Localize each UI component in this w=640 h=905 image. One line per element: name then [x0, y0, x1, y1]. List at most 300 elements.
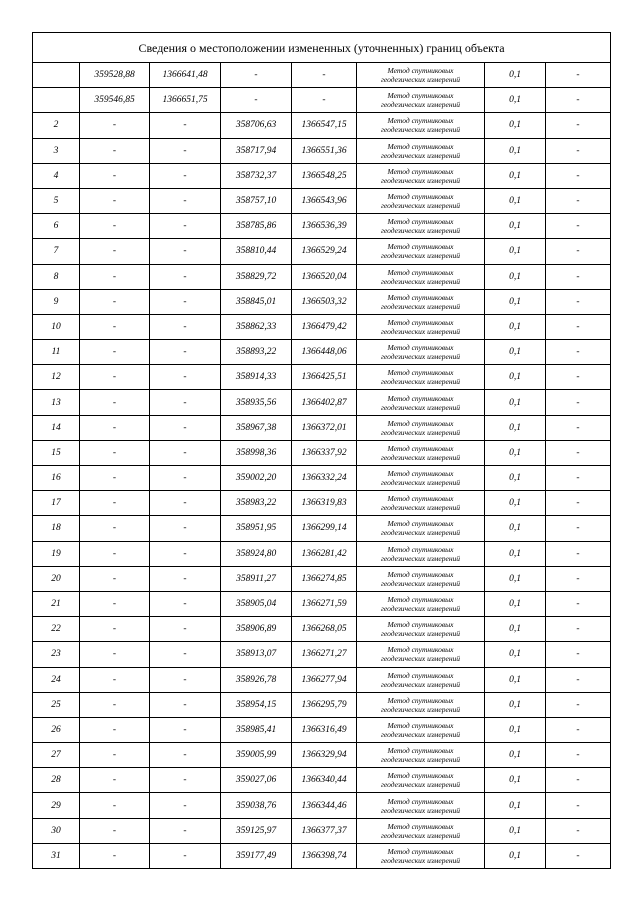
point-number-cell: 18	[33, 516, 80, 541]
method-line-2: геодезических измерений	[380, 125, 461, 135]
accuracy-cell: 0,1	[485, 617, 546, 642]
table-row	[33, 264, 611, 289]
old-y-cell: -	[150, 491, 221, 516]
table-row	[33, 289, 611, 314]
point-number-cell: 9	[33, 289, 80, 314]
new-x-cell: 359002,20	[221, 466, 292, 491]
document-page	[32, 32, 610, 869]
method-line-1: Метод спутниковых	[387, 343, 454, 353]
accuracy-cell: 0,1	[485, 239, 546, 264]
method-line-2: геодезических измерений	[380, 755, 461, 765]
method-cell	[357, 63, 485, 88]
old-x-cell: -	[80, 667, 150, 692]
old-x-cell: -	[80, 138, 150, 163]
method-line-1: Метод спутниковых	[387, 746, 454, 756]
accuracy-cell: 0,1	[485, 793, 546, 818]
old-x-cell: -	[80, 768, 150, 793]
method-line-2: геодезических измерений	[380, 100, 461, 110]
point-number-cell: 12	[33, 365, 80, 390]
method-cell	[357, 365, 485, 390]
method-line-2: геодезических измерений	[380, 729, 461, 739]
method-cell	[357, 340, 485, 365]
point-number-cell: 24	[33, 667, 80, 692]
method-line-2: геодезических измерений	[380, 201, 461, 211]
new-x-cell: 358845,01	[221, 289, 292, 314]
method-cell	[357, 743, 485, 768]
method-line-1: Метод спутниковых	[387, 569, 454, 579]
old-y-cell: -	[150, 743, 221, 768]
method-line-1: Метод спутниковых	[387, 519, 454, 529]
new-y-cell: 1366547,15	[292, 113, 357, 138]
old-x-cell: 359546,85	[80, 88, 150, 113]
new-y-cell: 1366448,06	[292, 340, 357, 365]
table-row	[33, 440, 611, 465]
method-cell	[357, 541, 485, 566]
old-x-cell: -	[80, 617, 150, 642]
new-y-cell: 1366529,24	[292, 239, 357, 264]
method-line-1: Метод спутниковых	[387, 66, 454, 76]
old-y-cell: 1366641,48	[150, 63, 221, 88]
new-y-cell: 1366271,27	[292, 642, 357, 667]
description-cell: -	[546, 163, 611, 188]
new-x-cell: -	[221, 88, 292, 113]
method-line-2: геодезических измерений	[380, 704, 461, 714]
description-cell: -	[546, 239, 611, 264]
table-row	[33, 365, 611, 390]
table-row	[33, 516, 611, 541]
table-row	[33, 214, 611, 239]
description-cell: -	[546, 214, 611, 239]
point-number-cell: 31	[33, 843, 80, 868]
method-line-1: Метод спутниковых	[387, 670, 454, 680]
method-cell	[357, 138, 485, 163]
method-line-1: Метод спутниковых	[387, 166, 454, 176]
old-x-cell: -	[80, 642, 150, 667]
description-cell: -	[546, 667, 611, 692]
old-y-cell: -	[150, 793, 221, 818]
accuracy-cell: 0,1	[485, 340, 546, 365]
old-x-cell: -	[80, 188, 150, 213]
method-line-1: Метод спутниковых	[387, 141, 454, 151]
old-x-cell: -	[80, 440, 150, 465]
accuracy-cell: 0,1	[485, 264, 546, 289]
accuracy-cell: 0,1	[485, 591, 546, 616]
accuracy-cell: 0,1	[485, 818, 546, 843]
new-y-cell: 1366543,96	[292, 188, 357, 213]
method-line-1: Метод спутниковых	[387, 595, 454, 605]
old-x-cell: -	[80, 113, 150, 138]
old-x-cell: -	[80, 566, 150, 591]
method-cell	[357, 642, 485, 667]
new-y-cell: 1366479,42	[292, 314, 357, 339]
old-y-cell: -	[150, 113, 221, 138]
accuracy-cell: 0,1	[485, 692, 546, 717]
new-x-cell: 359038,76	[221, 793, 292, 818]
point-number-cell: 15	[33, 440, 80, 465]
old-y-cell: -	[150, 365, 221, 390]
old-x-cell: -	[80, 340, 150, 365]
table-row	[33, 642, 611, 667]
description-cell: -	[546, 88, 611, 113]
method-cell	[357, 617, 485, 642]
point-number-cell: 30	[33, 818, 80, 843]
point-number-cell: 29	[33, 793, 80, 818]
old-y-cell: -	[150, 768, 221, 793]
method-line-2: геодезических измерений	[380, 855, 461, 865]
description-cell: -	[546, 365, 611, 390]
old-x-cell: 359528,88	[80, 63, 150, 88]
description-cell: -	[546, 566, 611, 591]
method-line-2: геодезических измерений	[380, 679, 461, 689]
description-cell: -	[546, 818, 611, 843]
old-y-cell: -	[150, 163, 221, 188]
method-line-1: Метод спутниковых	[387, 494, 454, 504]
new-x-cell: 358998,36	[221, 440, 292, 465]
new-y-cell: 1366402,87	[292, 390, 357, 415]
method-line-2: геодезических измерений	[380, 352, 461, 362]
new-y-cell: 1366520,04	[292, 264, 357, 289]
accuracy-cell: 0,1	[485, 214, 546, 239]
description-cell: -	[546, 717, 611, 742]
point-number-cell: 11	[33, 340, 80, 365]
new-y-cell: 1366268,05	[292, 617, 357, 642]
old-y-cell: -	[150, 541, 221, 566]
new-x-cell: 358954,15	[221, 692, 292, 717]
new-y-cell: 1366551,36	[292, 138, 357, 163]
description-cell: -	[546, 289, 611, 314]
point-number-cell: 3	[33, 138, 80, 163]
description-cell: -	[546, 188, 611, 213]
new-x-cell: 358985,41	[221, 717, 292, 742]
point-number-cell: 14	[33, 415, 80, 440]
new-x-cell: 358862,33	[221, 314, 292, 339]
method-line-1: Метод спутниковых	[387, 720, 454, 730]
new-y-cell: 1366316,49	[292, 717, 357, 742]
old-y-cell: -	[150, 667, 221, 692]
old-x-cell: -	[80, 239, 150, 264]
old-x-cell: -	[80, 717, 150, 742]
old-x-cell: -	[80, 541, 150, 566]
description-cell: -	[546, 617, 611, 642]
new-x-cell: 358926,78	[221, 667, 292, 692]
table-row	[33, 163, 611, 188]
method-line-1: Метод спутниковых	[387, 846, 454, 856]
table-row	[33, 340, 611, 365]
new-x-cell: 358924,80	[221, 541, 292, 566]
method-cell	[357, 163, 485, 188]
accuracy-cell: 0,1	[485, 113, 546, 138]
point-number-cell: 4	[33, 163, 80, 188]
description-cell: -	[546, 440, 611, 465]
accuracy-cell: 0,1	[485, 415, 546, 440]
method-line-1: Метод спутниковых	[387, 695, 454, 705]
method-line-1: Метод спутниковых	[387, 242, 454, 252]
method-cell	[357, 214, 485, 239]
new-y-cell: 1366281,42	[292, 541, 357, 566]
old-y-cell: -	[150, 717, 221, 742]
description-cell: -	[546, 516, 611, 541]
accuracy-cell: 0,1	[485, 768, 546, 793]
accuracy-cell: 0,1	[485, 314, 546, 339]
table-row	[33, 692, 611, 717]
old-y-cell: -	[150, 566, 221, 591]
table-row	[33, 843, 611, 868]
accuracy-cell: 0,1	[485, 516, 546, 541]
old-x-cell: -	[80, 743, 150, 768]
old-x-cell: -	[80, 591, 150, 616]
new-y-cell: 1366277,94	[292, 667, 357, 692]
old-y-cell: -	[150, 138, 221, 163]
description-cell: -	[546, 314, 611, 339]
point-number-cell: 20	[33, 566, 80, 591]
description-cell: -	[546, 843, 611, 868]
method-cell	[357, 692, 485, 717]
method-line-1: Метод спутниковых	[387, 443, 454, 453]
table-row	[33, 541, 611, 566]
new-x-cell: 358706,63	[221, 113, 292, 138]
table-row	[33, 88, 611, 113]
accuracy-cell: 0,1	[485, 88, 546, 113]
method-line-1: Метод спутниковых	[387, 292, 454, 302]
new-y-cell: 1366340,44	[292, 768, 357, 793]
method-line-2: геодезических измерений	[380, 251, 461, 261]
accuracy-cell: 0,1	[485, 390, 546, 415]
method-cell	[357, 843, 485, 868]
method-line-2: геодезических измерений	[380, 830, 461, 840]
table-row	[33, 793, 611, 818]
new-y-cell: -	[292, 63, 357, 88]
accuracy-cell: 0,1	[485, 642, 546, 667]
method-cell	[357, 566, 485, 591]
method-line-1: Метод спутниковых	[387, 645, 454, 655]
old-x-cell: -	[80, 843, 150, 868]
method-cell	[357, 818, 485, 843]
method-cell	[357, 415, 485, 440]
point-number-cell: 26	[33, 717, 80, 742]
new-y-cell: 1366337,92	[292, 440, 357, 465]
description-cell: -	[546, 113, 611, 138]
method-line-2: геодезических измерений	[380, 805, 461, 815]
method-line-2: геодезических измерений	[380, 175, 461, 185]
new-y-cell: 1366274,85	[292, 566, 357, 591]
new-x-cell: 358967,38	[221, 415, 292, 440]
old-x-cell: -	[80, 692, 150, 717]
new-x-cell: 358732,37	[221, 163, 292, 188]
new-x-cell: 358913,07	[221, 642, 292, 667]
old-x-cell: -	[80, 314, 150, 339]
new-x-cell: 358914,33	[221, 365, 292, 390]
method-cell	[357, 667, 485, 692]
description-cell: -	[546, 390, 611, 415]
new-x-cell: 358893,22	[221, 340, 292, 365]
new-x-cell: 358757,10	[221, 188, 292, 213]
old-y-cell: -	[150, 642, 221, 667]
method-line-2: геодезических измерений	[380, 150, 461, 160]
new-y-cell: 1366271,59	[292, 591, 357, 616]
point-number-cell: 7	[33, 239, 80, 264]
old-y-cell: -	[150, 415, 221, 440]
point-number-cell: 17	[33, 491, 80, 516]
old-y-cell: 1366651,75	[150, 88, 221, 113]
accuracy-cell: 0,1	[485, 743, 546, 768]
new-y-cell: 1366377,37	[292, 818, 357, 843]
table-row	[33, 239, 611, 264]
description-cell: -	[546, 466, 611, 491]
description-cell: -	[546, 642, 611, 667]
accuracy-cell: 0,1	[485, 843, 546, 868]
point-number-cell: 28	[33, 768, 80, 793]
method-line-2: геодезических измерений	[380, 452, 461, 462]
method-line-1: Метод спутниковых	[387, 217, 454, 227]
old-y-cell: -	[150, 340, 221, 365]
method-line-2: геодезических измерений	[380, 276, 461, 286]
method-line-2: геодезических измерений	[380, 75, 461, 85]
method-line-2: геодезических измерений	[380, 226, 461, 236]
old-y-cell: -	[150, 188, 221, 213]
point-number-cell: 8	[33, 264, 80, 289]
accuracy-cell: 0,1	[485, 289, 546, 314]
method-cell	[357, 390, 485, 415]
accuracy-cell: 0,1	[485, 440, 546, 465]
method-line-1: Метод спутниковых	[387, 393, 454, 403]
table-row	[33, 667, 611, 692]
point-number-cell: 2	[33, 113, 80, 138]
point-number-cell: 5	[33, 188, 80, 213]
new-y-cell: 1366329,94	[292, 743, 357, 768]
table-row	[33, 138, 611, 163]
table-row	[33, 390, 611, 415]
old-y-cell: -	[150, 289, 221, 314]
new-x-cell: 358935,56	[221, 390, 292, 415]
method-line-1: Метод спутниковых	[387, 796, 454, 806]
accuracy-cell: 0,1	[485, 667, 546, 692]
table-row	[33, 818, 611, 843]
old-x-cell: -	[80, 415, 150, 440]
method-line-2: геодезических измерений	[380, 654, 461, 664]
method-cell	[357, 440, 485, 465]
method-line-2: геодезических измерений	[380, 427, 461, 437]
accuracy-cell: 0,1	[485, 466, 546, 491]
new-x-cell: 359177,49	[221, 843, 292, 868]
old-y-cell: -	[150, 591, 221, 616]
old-x-cell: -	[80, 793, 150, 818]
old-y-cell: -	[150, 843, 221, 868]
method-cell	[357, 314, 485, 339]
table-row	[33, 415, 611, 440]
description-cell: -	[546, 415, 611, 440]
accuracy-cell: 0,1	[485, 541, 546, 566]
old-x-cell: -	[80, 365, 150, 390]
method-line-2: геодезических измерений	[380, 377, 461, 387]
accuracy-cell: 0,1	[485, 138, 546, 163]
new-y-cell: 1366398,74	[292, 843, 357, 868]
point-number-cell: 16	[33, 466, 80, 491]
point-number-cell: 23	[33, 642, 80, 667]
old-x-cell: -	[80, 818, 150, 843]
method-line-2: геодезических измерений	[380, 478, 461, 488]
method-line-1: Метод спутниковых	[387, 544, 454, 554]
method-line-2: геодезических измерений	[380, 503, 461, 513]
description-cell: -	[546, 264, 611, 289]
table-row	[33, 314, 611, 339]
method-cell	[357, 239, 485, 264]
point-number-cell: 25	[33, 692, 80, 717]
old-x-cell: -	[80, 214, 150, 239]
old-y-cell: -	[150, 390, 221, 415]
point-number-cell: 13	[33, 390, 80, 415]
method-line-2: геодезических измерений	[380, 629, 461, 639]
method-line-1: Метод спутниковых	[387, 620, 454, 630]
description-cell: -	[546, 491, 611, 516]
method-cell	[357, 264, 485, 289]
method-line-1: Метод спутниковых	[387, 192, 454, 202]
method-line-1: Метод спутниковых	[387, 317, 454, 327]
old-x-cell: -	[80, 516, 150, 541]
method-line-1: Метод спутниковых	[387, 91, 454, 101]
description-cell: -	[546, 340, 611, 365]
description-cell: -	[546, 591, 611, 616]
point-number-cell: 6	[33, 214, 80, 239]
table-row	[33, 617, 611, 642]
description-cell: -	[546, 743, 611, 768]
old-x-cell: -	[80, 289, 150, 314]
table-row	[33, 63, 611, 88]
point-number-cell: 10	[33, 314, 80, 339]
old-y-cell: -	[150, 440, 221, 465]
old-y-cell: -	[150, 692, 221, 717]
new-x-cell: 358785,86	[221, 214, 292, 239]
new-y-cell: 1366372,01	[292, 415, 357, 440]
new-y-cell: 1366299,14	[292, 516, 357, 541]
method-cell	[357, 768, 485, 793]
accuracy-cell: 0,1	[485, 491, 546, 516]
table-row	[33, 717, 611, 742]
old-x-cell: -	[80, 163, 150, 188]
table-row	[33, 743, 611, 768]
new-y-cell: 1366344,46	[292, 793, 357, 818]
old-x-cell: -	[80, 264, 150, 289]
method-line-1: Метод спутниковых	[387, 821, 454, 831]
new-x-cell: 358717,94	[221, 138, 292, 163]
method-line-2: геодезических измерений	[380, 578, 461, 588]
new-x-cell: 359005,99	[221, 743, 292, 768]
table-row	[33, 113, 611, 138]
method-line-1: Метод спутниковых	[387, 116, 454, 126]
description-cell: -	[546, 793, 611, 818]
old-y-cell: -	[150, 264, 221, 289]
accuracy-cell: 0,1	[485, 188, 546, 213]
new-x-cell: 358829,72	[221, 264, 292, 289]
new-x-cell: 359027,06	[221, 768, 292, 793]
old-x-cell: -	[80, 491, 150, 516]
table-row	[33, 188, 611, 213]
table-row	[33, 591, 611, 616]
table-row	[33, 566, 611, 591]
boundary-coordinates-table	[32, 32, 611, 869]
old-y-cell: -	[150, 214, 221, 239]
method-line-2: геодезических измерений	[380, 528, 461, 538]
method-cell	[357, 188, 485, 213]
old-y-cell: -	[150, 818, 221, 843]
old-y-cell: -	[150, 314, 221, 339]
accuracy-cell: 0,1	[485, 365, 546, 390]
new-y-cell: 1366425,51	[292, 365, 357, 390]
description-cell: -	[546, 541, 611, 566]
method-line-1: Метод спутниковых	[387, 418, 454, 428]
new-y-cell: 1366503,32	[292, 289, 357, 314]
point-number-cell: 27	[33, 743, 80, 768]
new-y-cell: -	[292, 88, 357, 113]
